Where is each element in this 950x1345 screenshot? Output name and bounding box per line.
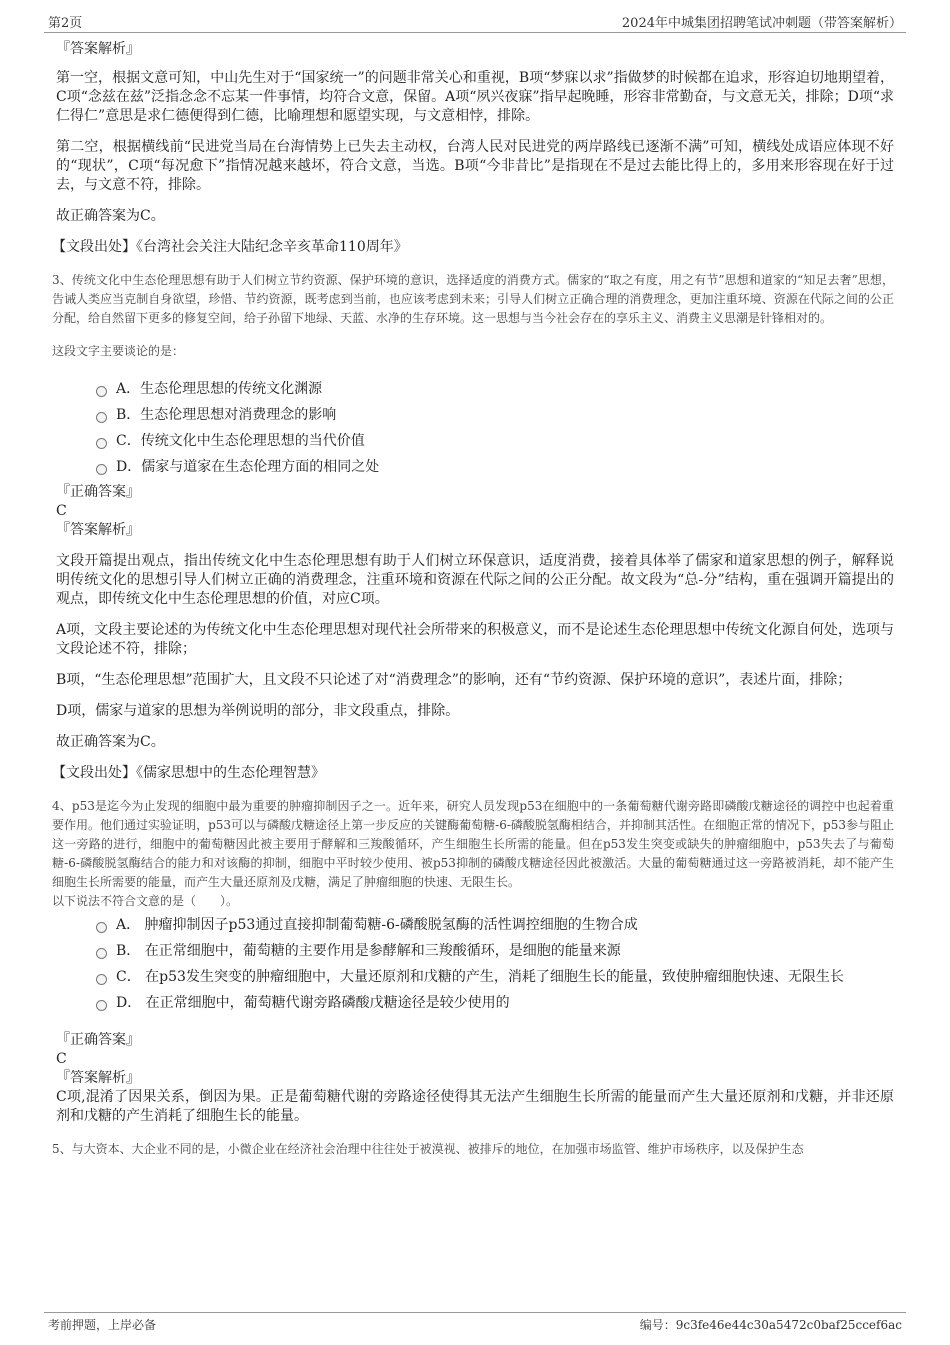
q3-option-d-text: D．儒家与道家在生态伦理方面的相同之处 [116,459,380,475]
q4-option-d[interactable] [56,993,894,1014]
q2-analysis-para2: 第二空，根据横线前“民进党当局在台海情势上已失去主动权，台湾人民对民进党的两岸路线已逐渐不满”可知，横线处成语应体现不好的“现状”，C项“每况愈下”指情况越来越坏，符合文意，当选。B项“今非昔比”是指现在不是过去能比得上的，多用来形容现在好于过去，与文意不符，排除。 [56,139,894,193]
page-footer [44,1312,906,1331]
footer-slogan: 考前押题，上岸必备 [48,1318,157,1332]
q3-option-d[interactable] [56,457,894,478]
q3-analysis-3: B项，“生态伦理思想”范围扩大，且文段不只论述了对“消费理念”的影响，还有“节约资源、保护环境的意识”，表述片面，排除； [56,672,852,688]
footer-doc-id: 编号：9c3fe46e44c30a5472c0baf25ccef6ac [639,1318,902,1332]
radio-icon[interactable] [96,464,107,475]
radio-icon[interactable] [96,438,107,449]
q4-option-c[interactable] [56,967,894,988]
page-number: 第2页 [48,16,83,31]
radio-icon[interactable] [96,1000,107,1011]
q3-stem: 3、传统文化中生态伦理思想有助于人们树立节约资源、保护环境的意识，选择适度的消费方式。儒家的“取之有度，用之有节”思想和道家的“知足去奢”思想，告诫人类应当克制自身欲望，珍惜、节约资源，既考虑到当前，也应该考虑到未来；引导人们树立正确合理的消费理念，更加注重环境、资源在代际之间的公正分配，给自然留下更多的修复空间，给子孙留下地绿、天蓝、水净的生存环境。这一思想与当今社会存在的享乐主义、消费主义思潮是针锋相对的。 [52,273,894,325]
q4-option-a[interactable] [56,915,894,936]
radio-icon[interactable] [96,922,107,933]
q3-option-b-text: B．生态伦理思想对消费理念的影响 [116,407,337,423]
q4-stem: 4、p53是迄今为止发现的细胞中最为重要的肿瘤抑制因子之一。近年来，研究人员发现p53在细胞中的一条葡萄糖代谢旁路即磷酸戊糖途径的调控中也起着重要作用。他们通过实验证明，p53可以与磷酸戊糖途径上第一步反应的关键酶葡萄糖-6-磷酸脱氢酶相结合，并抑制其活性。在细胞正常的情况下，p53参与阻止这一旁路的进行，细胞中的葡萄糖因此被主要用于酵解和三羧酸循环，产生细胞生长所需的能量。但在p53发生突变或缺失的肿瘤细胞中，p53失去了与葡萄糖-6-磷酸脱氢酶结合的能力和对该酶的抑制，细胞中平时较少使用、被p53抑制的磷酸戊糖途径因此被激活。大量的葡萄糖通过这一旁路被消耗，却不能产生细胞生长所需要的能量，而产生大量还原剂及戊糖，满足了肿瘤细胞的快速、无限生长。 [52,799,894,889]
q3-option-a[interactable] [56,379,894,400]
q4-correct-value: C [56,1051,67,1067]
q3-correct-label: 『正确答案』 [56,484,140,500]
q3-analysis-1: 文段开篇提出观点，指出传统文化中生态伦理思想有助于人们树立环保意识，适度消费，接着具体举了儒家和道家思想的例子，解释说明传统文化的思想引导人们树立正确的消费理念，注重环境和资源在代际之间的公正分配。故文段为“总-分”结构，重在强调开篇提出的观点，即传统文化中生态伦理思想的价值，对应C项。 [56,553,894,607]
q3-question: 这段文字主要谈论的是： [52,344,185,358]
q3-correct-value: C [56,503,67,519]
q2-analysis-para1: 第一空，根据文意可知，中山先生对于“国家统一”的问题非常关心和重视，B项“梦寐以求”指做梦的时候都在追求，形容迫切地期望着，C项“念兹在兹”泛指念念不忘某一件事情，均符合文意，保留。A项“夙兴夜寐”指早起晚睡，形容非常勤奋，与文意无关，排除；D项“求仁得仁”意思是求仁德便得到仁德，比喻理想和愿望实现，与文意相悖，排除。 [56,70,894,124]
q3-analysis-4: D项，儒家与道家的思想为举例说明的部分，非文段重点，排除。 [56,703,460,719]
q2-conclusion: 故正确答案为C。 [56,208,165,224]
q2-analysis-label: 『答案解析』 [56,41,140,57]
radio-icon[interactable] [96,412,107,423]
q3-option-c[interactable] [56,431,894,452]
q5-stem: 5、与大资本、大企业不同的是，小微企业在经济社会治理中往往处于被漠视、被排斥的地位，在加强市场监管、维护市场秩序，以及保护生态 [52,1142,804,1156]
q4-question: 以下说法不符合文意的是（ ）。 [52,894,239,908]
q4-analysis-label: 『答案解析』 [56,1070,140,1086]
q3-analysis-label: 『答案解析』 [56,522,140,538]
q3-analysis-2: A项，文段主要论述的为传统文化中生态伦理思想对现代社会所带来的积极意义，而不是论述生态伦理思想中传统文化源自何处，选项与文段论述不符，排除； [56,622,894,657]
q4-option-b-text: B． 在正常细胞中，葡萄糖的主要作用是参酵解和三羧酸循环，是细胞的能量来源 [116,943,621,959]
q4-analysis: C项,混淆了因果关系，倒因为果。正是葡萄糖代谢的旁路途径使得其无法产生细胞生长所需的能量而产生大量还原剂和戊糖，并非还原剂和戊糖的产生消耗了细胞生长的能量。 [56,1089,894,1124]
q4-option-d-text: D． 在正常细胞中，葡萄糖代谢旁路磷酸戊糖途径是较少使用的 [116,995,510,1011]
q4-option-b[interactable] [56,941,894,962]
q3-option-c-text: C．传统文化中生态伦理思想的当代价值 [116,433,365,449]
q4-option-c-text: C． 在p53发生突变的肿瘤细胞中，大量还原剂和戊糖的产生，消耗了细胞生长的能量，致使肿瘤细胞快速、无限生长 [116,969,844,985]
q4-option-a-text: A． 肿瘤抑制因子p53通过直接抑制葡萄糖-6-磷酸脱氢酶的活性调控细胞的生物合成 [116,917,638,933]
document-title: 2024年中城集团招聘笔试冲刺题（带答案解析） [621,16,902,31]
q4-correct-label: 『正确答案』 [56,1032,140,1048]
q3-analysis-5: 故正确答案为C。 [56,734,165,750]
q3-option-a-text: A．生态伦理思想的传统文化渊源 [116,381,323,397]
page-header [44,10,906,33]
page-content [52,40,894,1159]
radio-icon[interactable] [96,974,107,985]
radio-icon[interactable] [96,948,107,959]
q2-source: 【文段出处】《台湾社会关注大陆纪念辛亥革命110周年》 [52,239,408,255]
radio-icon[interactable] [96,386,107,397]
q3-source: 【文段出处】《儒家思想中的生态伦理智慧》 [52,765,325,781]
q3-option-b[interactable] [56,405,894,426]
